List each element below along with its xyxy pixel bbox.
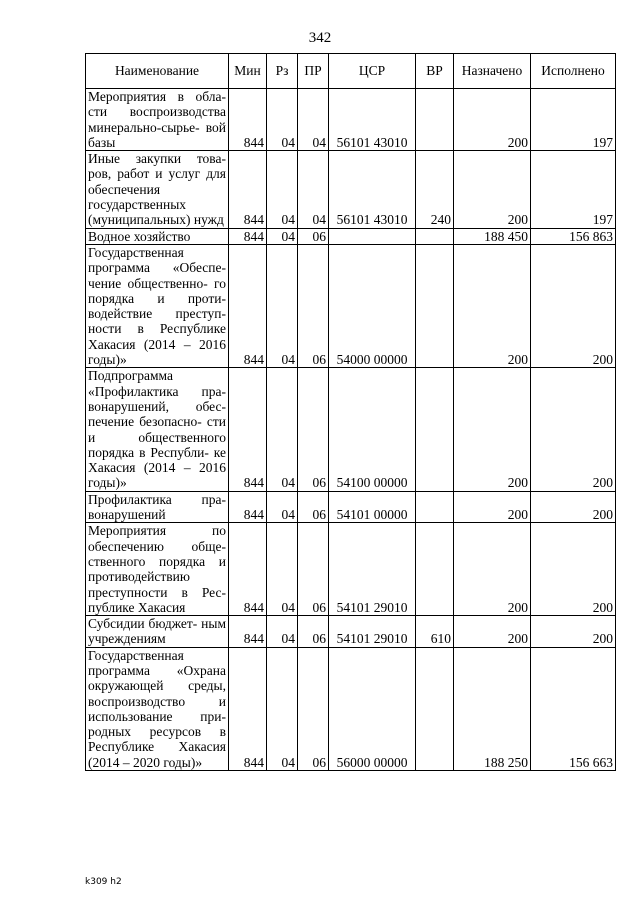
- cell-name-line: (2014 – 2020 годы)»: [88, 754, 203, 770]
- cell-name: [86, 523, 229, 616]
- cell-name-line: Профилактика пра-: [88, 491, 226, 507]
- cell-name-line: ности в Республике: [88, 321, 226, 337]
- cell-min: 844: [229, 89, 267, 151]
- cell-executed: 200: [531, 616, 616, 648]
- cell-assigned: 200: [454, 491, 531, 523]
- cell-csr: 56101 43010: [329, 151, 416, 228]
- cell-rz: 04: [267, 647, 298, 770]
- cell-executed: 156 863: [531, 228, 616, 244]
- cell-pr: 06: [298, 228, 329, 244]
- cell-rz: 04: [267, 244, 298, 367]
- cell-name-line: сти воспроизводства: [88, 104, 226, 120]
- cell-name-line: программа «Обеспе-: [88, 260, 226, 276]
- cell-min: 844: [229, 151, 267, 228]
- cell-pr: 04: [298, 89, 329, 151]
- cell-name-line: чение общественно-: [88, 275, 208, 291]
- cell-name: [86, 491, 229, 523]
- cell-name-line: 2016 годы)»: [88, 336, 227, 368]
- cell-name: [86, 228, 229, 244]
- cell-name-line: преступности в Рес-: [88, 584, 226, 600]
- cell-name-line: использование при-: [88, 708, 226, 724]
- cell-min: 844: [229, 523, 267, 616]
- cell-name-line: (муниципальных): [88, 212, 191, 228]
- cell-vr: 610: [416, 616, 454, 648]
- table-header-row: [86, 54, 616, 89]
- cell-name-line: вонарушений, обес-: [88, 398, 226, 414]
- cell-name-line: программа «Охрана: [88, 662, 226, 678]
- cell-csr: 54101 29010: [329, 523, 416, 616]
- cell-name-line: обеспечению обще-: [88, 538, 226, 554]
- cell-rz: 04: [267, 228, 298, 244]
- table-row: [86, 228, 616, 244]
- cell-name-line: Государственная: [88, 647, 184, 663]
- cell-executed: 200: [531, 244, 616, 367]
- cell-name-line: водействие преступ-: [88, 306, 226, 322]
- cell-rz: 04: [267, 616, 298, 648]
- cell-name-line: вонарушений: [88, 507, 166, 523]
- table-row: [86, 491, 616, 523]
- cell-executed: 197: [531, 89, 616, 151]
- cell-assigned: 188 450: [454, 228, 531, 244]
- cell-csr: 56101 43010: [329, 89, 416, 151]
- cell-name-line: минерально-сырье-: [88, 119, 200, 135]
- cell-min: 844: [229, 368, 267, 491]
- col-header-name: Наименование: [86, 54, 229, 89]
- cell-name-line: нужд: [193, 212, 224, 228]
- cell-name: [86, 89, 229, 151]
- cell-name-line: Республике Хакасия: [88, 739, 226, 755]
- col-header-csr: ЦСР: [329, 54, 416, 89]
- cell-name-line: окружающей среды,: [88, 678, 226, 694]
- cell-name-line: ным учреждениям: [88, 616, 226, 647]
- cell-min: 844: [229, 228, 267, 244]
- cell-vr: [416, 647, 454, 770]
- cell-name-line: Государственная: [88, 244, 184, 260]
- cell-csr: 54101 29010: [329, 616, 416, 648]
- cell-name-line: ственного порядка и: [88, 553, 226, 569]
- cell-name-line: ке Хакасия (2014 –: [88, 444, 226, 476]
- cell-pr: 04: [298, 151, 329, 228]
- cell-assigned: 200: [454, 89, 531, 151]
- cell-executed: 200: [531, 491, 616, 523]
- cell-name-line: Иные закупки това-: [88, 151, 226, 167]
- cell-pr: 06: [298, 616, 329, 648]
- cell-executed: 156 663: [531, 647, 616, 770]
- table-row: [86, 523, 616, 616]
- cell-name-line: противодействию: [88, 569, 190, 585]
- cell-name-line: государственных: [88, 197, 187, 213]
- page-number: 342: [308, 30, 332, 46]
- cell-assigned: 200: [454, 368, 531, 491]
- cell-csr: [329, 228, 416, 244]
- cell-vr: [416, 523, 454, 616]
- cell-name-line: публике Хакасия: [88, 599, 186, 615]
- cell-pr: 06: [298, 368, 329, 491]
- cell-name-line: Подпрограмма: [88, 368, 173, 384]
- cell-vr: [416, 228, 454, 244]
- cell-name-line: сти и общественного: [88, 414, 226, 445]
- cell-min: 844: [229, 244, 267, 367]
- cell-name-line: 2016 годы)»: [88, 460, 227, 491]
- col-header-pr: ПР: [298, 54, 329, 89]
- cell-vr: [416, 368, 454, 491]
- cell-name: [86, 151, 229, 228]
- cell-vr: [416, 491, 454, 523]
- cell-executed: 200: [531, 368, 616, 491]
- cell-assigned: 200: [454, 244, 531, 367]
- cell-csr: 56000 00000: [329, 647, 416, 770]
- cell-assigned: 200: [454, 616, 531, 648]
- cell-name-line: Мероприятия в обла-: [88, 89, 226, 104]
- cell-csr: 54000 00000: [329, 244, 416, 367]
- cell-pr: 06: [298, 244, 329, 367]
- table-row: [86, 151, 616, 228]
- cell-name-line: для обеспечения: [88, 166, 227, 197]
- cell-vr: [416, 244, 454, 367]
- cell-executed: 200: [531, 523, 616, 616]
- cell-name-line: го порядка и проти-: [88, 275, 226, 306]
- cell-rz: 04: [267, 89, 298, 151]
- cell-pr: 06: [298, 523, 329, 616]
- col-header-assigned: Назначено: [454, 54, 531, 89]
- cell-min: 844: [229, 616, 267, 648]
- cell-rz: 04: [267, 491, 298, 523]
- cell-assigned: 200: [454, 523, 531, 616]
- col-header-rz: Рз: [267, 54, 298, 89]
- cell-name-line: порядка в Республи-: [88, 444, 209, 460]
- cell-name-line: «Профилактика пра-: [88, 383, 226, 399]
- col-header-vr: ВР: [416, 54, 454, 89]
- cell-rz: 04: [267, 151, 298, 228]
- cell-name-line: Водное хозяйство: [88, 228, 191, 244]
- budget-table: [85, 53, 616, 771]
- cell-vr: 240: [416, 151, 454, 228]
- cell-name: [86, 244, 229, 367]
- cell-name-line: родных ресурсов в: [88, 724, 226, 740]
- table-row: [86, 368, 616, 491]
- cell-name: [86, 647, 229, 770]
- cell-executed: 197: [531, 151, 616, 228]
- cell-csr: 54100 00000: [329, 368, 416, 491]
- cell-name-line: ров, работ и услуг: [88, 166, 201, 182]
- cell-pr: 06: [298, 647, 329, 770]
- cell-vr: [416, 89, 454, 151]
- cell-csr: 54101 00000: [329, 491, 416, 523]
- cell-pr: 06: [298, 491, 329, 523]
- col-header-min: Мин: [229, 54, 267, 89]
- cell-name-line: печение безопасно-: [88, 414, 202, 430]
- table-row: [86, 244, 616, 367]
- col-header-executed: Исполнено: [531, 54, 616, 89]
- cell-name-line: воспроизводство и: [88, 693, 226, 709]
- cell-rz: 04: [267, 523, 298, 616]
- table-row: [86, 616, 616, 648]
- table-row: [86, 647, 616, 770]
- cell-name: [86, 616, 229, 648]
- cell-rz: 04: [267, 368, 298, 491]
- footer-code: k309 h2: [85, 877, 122, 887]
- cell-name: [86, 368, 229, 491]
- table-row: [86, 89, 616, 151]
- cell-name-line: Субсидии бюджет-: [88, 616, 198, 632]
- cell-min: 844: [229, 491, 267, 523]
- cell-name-line: вой базы: [88, 119, 226, 150]
- cell-name-line: Мероприятия по: [88, 523, 226, 539]
- cell-assigned: 188 250: [454, 647, 531, 770]
- cell-name-line: Хакасия (2014 –: [88, 336, 191, 352]
- cell-assigned: 200: [454, 151, 531, 228]
- cell-min: 844: [229, 647, 267, 770]
